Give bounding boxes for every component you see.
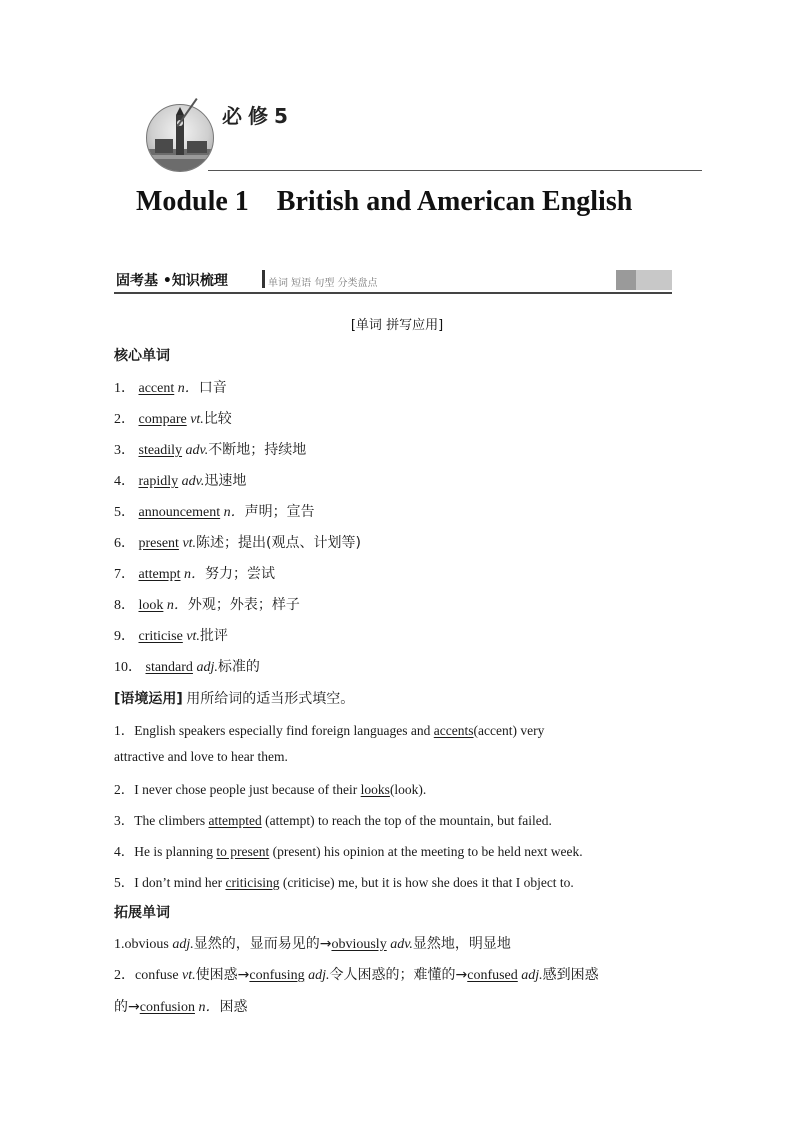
context-label: [语境运用] — [114, 691, 183, 707]
part-of-speech: adj. — [172, 937, 194, 952]
word: 1.obvious — [114, 937, 173, 952]
core-word-item — [114, 408, 232, 428]
answer-blank: announcement — [138, 505, 221, 520]
meaning: 的→ — [114, 999, 140, 1015]
item-number: 4． — [114, 474, 135, 489]
sentence-1 — [114, 719, 544, 739]
answer-blank: attempted — [208, 813, 262, 828]
answer-blank: confusing — [249, 968, 305, 983]
part-of-speech: adj. — [196, 660, 218, 675]
answer-blank: accent — [138, 381, 175, 396]
sentence-5 — [114, 871, 574, 891]
sentence-text: 4．He is planning — [114, 844, 217, 859]
book-label: 必修5 — [222, 104, 294, 128]
meaning: 迅速地 — [204, 473, 247, 489]
sentence-text: (attempt) to reach the top of the mountain, but failed. — [261, 813, 552, 828]
item-number: 9． — [114, 629, 135, 644]
answer-blank: compare — [138, 412, 187, 427]
section-title: 固考基 •知识梳理 — [116, 273, 228, 289]
answer-blank: steadily — [138, 443, 183, 458]
part-of-speech: adv. — [181, 474, 205, 489]
part-of-speech: n． — [198, 1000, 220, 1015]
part-of-speech: vt. — [190, 412, 204, 427]
core-words-heading: 核心单词 — [114, 348, 170, 364]
answer-blank: accents — [433, 723, 474, 738]
meaning: 标准的 — [217, 659, 260, 675]
expand-item-2-cont — [114, 996, 247, 1016]
meaning: 努力；尝试 — [205, 566, 275, 582]
part-of-speech: n． — [184, 567, 205, 582]
meaning: 批评 — [199, 628, 228, 644]
answer-blank: standard — [145, 660, 193, 675]
context-instruction-line — [114, 688, 354, 708]
part-of-speech: adv. — [185, 443, 209, 458]
sentence-2 — [114, 778, 426, 798]
part-of-speech: adj. — [308, 968, 330, 983]
item-number: 8． — [114, 598, 135, 613]
core-word-item — [114, 439, 306, 459]
section-separator — [262, 270, 265, 288]
meaning: 显然的，显而易见的→ — [193, 936, 332, 952]
part-of-speech: n． — [223, 505, 245, 520]
part-of-speech: adj. — [521, 968, 543, 983]
core-word-item — [114, 656, 260, 676]
item-number: 5． — [114, 505, 135, 520]
meaning: 令人困惑的；难懂的→ — [329, 967, 468, 983]
section-subtitle: 单词 短语 句型 分类盘点 — [268, 278, 378, 289]
meaning: 使困惑→ — [195, 967, 250, 983]
meaning: 声明；宣告 — [244, 504, 315, 520]
sentence-text: (look). — [389, 782, 427, 797]
answer-blank: criticising — [225, 875, 280, 890]
sentence-text: 3．The climbers — [114, 813, 209, 828]
meaning: 困惑 — [219, 999, 248, 1015]
core-word-item — [114, 594, 300, 614]
answer-blank: obviously — [331, 937, 387, 952]
answer-blank: confused — [467, 968, 518, 983]
sentence-3 — [114, 809, 552, 829]
answer-blank: confusion — [139, 1000, 195, 1015]
meaning: 显然地，明显地 — [412, 936, 511, 952]
meaning: 外观；外表；样子 — [187, 597, 300, 613]
core-word-item — [114, 470, 246, 490]
sentence-text: (present) his opinion at the meeting to be held next week. — [269, 844, 583, 859]
expand-item-2 — [114, 964, 599, 984]
decor-block-dark — [616, 270, 636, 290]
answer-blank: criticise — [138, 629, 183, 644]
context-instruction: 用所给词的适当形式填空。 — [186, 691, 355, 707]
sentence-text: (criticise) me, but it is how she does it that I object to. — [279, 875, 574, 890]
sentence-1-cont: attractive and love to hear them. — [114, 749, 288, 764]
part-of-speech: n． — [166, 598, 188, 613]
answer-blank: attempt — [138, 567, 181, 582]
part-of-speech: adv. — [390, 937, 413, 952]
meaning: 不断地；持续地 — [208, 442, 307, 458]
module-title: Module 1 British and American English — [136, 186, 633, 217]
item-number: 7． — [114, 567, 135, 582]
part-of-speech: vt. — [186, 629, 200, 644]
sentence-text: 5．I don’t mind her — [114, 875, 226, 890]
answer-blank: looks — [360, 782, 390, 797]
part-of-speech: vt. — [182, 536, 197, 551]
big-ben-emblem — [146, 104, 214, 172]
core-word-item — [114, 563, 275, 583]
answer-blank: look — [138, 598, 164, 613]
header-rule — [208, 170, 702, 171]
item-number: 1． — [114, 381, 135, 396]
part-of-speech: n． — [177, 381, 199, 396]
expand-item-1 — [114, 933, 511, 953]
word: 2．confuse — [114, 968, 183, 983]
core-word-item — [114, 625, 228, 645]
core-word-item — [114, 377, 227, 397]
sentence-4 — [114, 840, 583, 860]
sentence-text: 2．I never chose people just because of their — [114, 782, 361, 797]
expand-words-heading: 拓展单词 — [114, 905, 170, 921]
answer-blank: rapidly — [138, 474, 179, 489]
sentence-text: 1．English speakers especially find foreign languages and — [114, 723, 434, 738]
meaning: 口音 — [198, 380, 227, 396]
answer-blank: to present — [216, 844, 270, 859]
answer-blank: present — [138, 536, 179, 551]
item-number: 10． — [114, 660, 142, 675]
meaning: 陈述；提出(观点、计划等) — [196, 535, 361, 551]
item-number: 3． — [114, 443, 135, 458]
part-of-speech: vt. — [182, 968, 196, 983]
item-number: 6． — [114, 536, 135, 551]
decor-block-light — [636, 270, 672, 290]
core-word-item — [114, 501, 315, 521]
sentence-text: (accent) very — [473, 723, 545, 738]
meaning: 比较 — [203, 411, 232, 427]
subsection-heading: [单词 拼写应用] — [350, 318, 444, 333]
item-number: 2． — [114, 412, 135, 427]
section-bar — [114, 268, 672, 294]
meaning: 感到困惑 — [542, 967, 599, 983]
core-word-item — [114, 532, 361, 552]
